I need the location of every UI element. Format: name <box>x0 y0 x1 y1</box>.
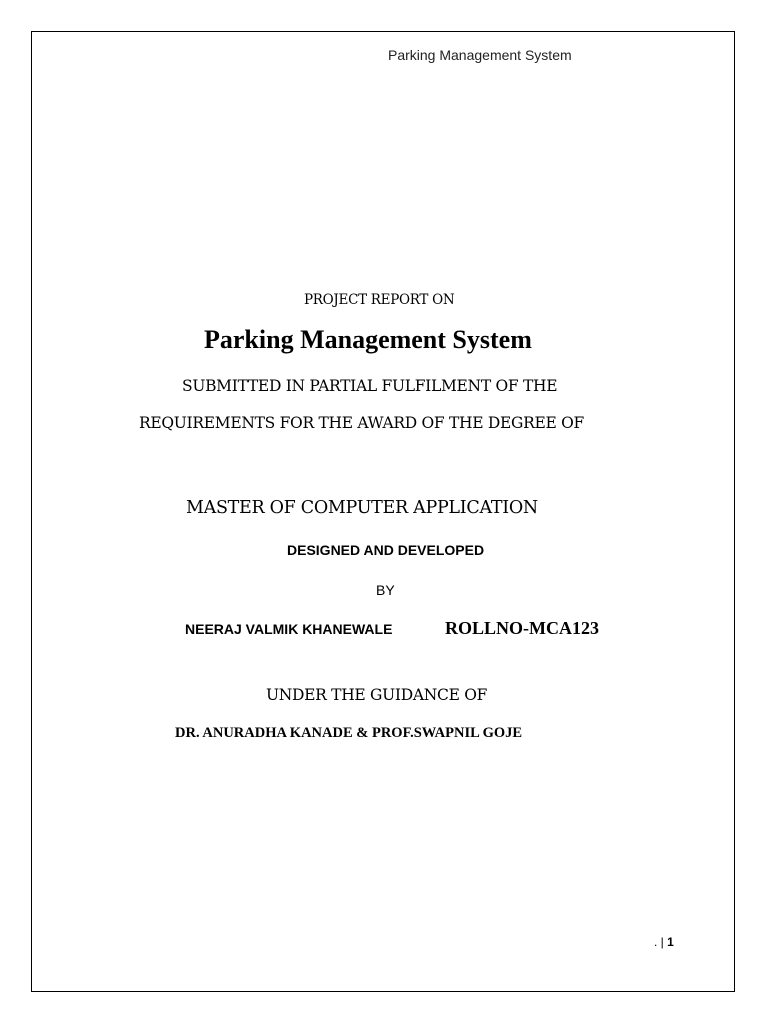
by-label: BY <box>376 582 395 598</box>
roll-number: ROLLNO-MCA123 <box>445 618 599 638</box>
running-header: Parking Management System <box>388 47 572 63</box>
designed-developed-label: DESIGNED AND DEVELOPED <box>287 542 485 558</box>
student-name: NEERAJ VALMIK KHANEWALE <box>185 621 393 637</box>
guide-names: DR. ANURADHA KANADE & PROF.SWAPNIL GOJE <box>175 725 523 741</box>
under-guidance-label: UNDER THE GUIDANCE OF <box>266 686 488 704</box>
requirements-line: REQUIREMENTS FOR THE AWARD OF THE DEGREE OF <box>139 414 584 432</box>
degree-name: MASTER OF COMPUTER APPLICATION <box>186 498 538 518</box>
submitted-line: SUBMITTED IN PARTIAL FULFILMENT OF THE <box>182 377 558 395</box>
page-number-footer <box>654 935 674 949</box>
page-number-prefix: . | <box>654 935 668 949</box>
project-title: Parking Management System <box>204 325 532 354</box>
page-number: 1 <box>667 935 674 949</box>
project-report-on-label: PROJECT REPORT ON <box>304 292 455 308</box>
